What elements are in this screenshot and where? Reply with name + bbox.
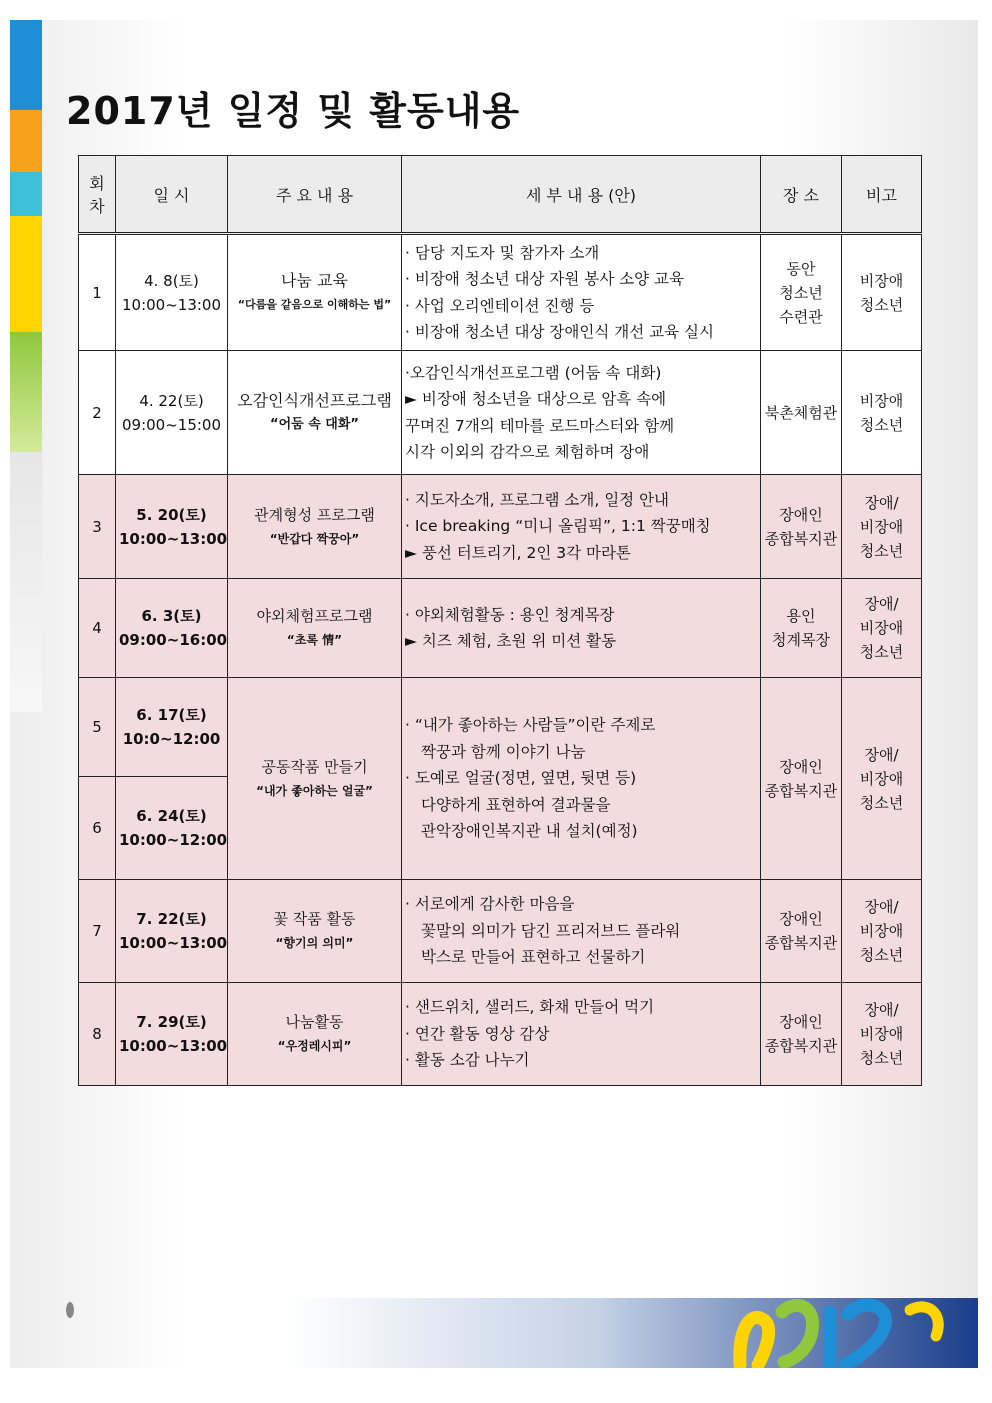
note-line: 장애/ bbox=[864, 595, 899, 613]
detail-cell bbox=[402, 983, 761, 1086]
detail-line: ► 풍선 터트리기, 2인 3각 마라톤 bbox=[405, 543, 631, 562]
side-stripe-blue bbox=[10, 20, 42, 110]
time-text: 10:0~12:00 bbox=[122, 730, 221, 748]
main-title: 공동작품 만들기 bbox=[261, 757, 368, 776]
note-line: 장애/ bbox=[864, 1001, 899, 1019]
note-cell bbox=[842, 351, 922, 475]
place-cell bbox=[761, 579, 842, 678]
place-line: 동안 bbox=[786, 259, 816, 278]
header-main: 주 요 내 용 bbox=[228, 156, 402, 234]
side-stripe-gray bbox=[10, 452, 42, 712]
note-cell bbox=[842, 983, 922, 1086]
place-line: 장애인 bbox=[779, 1013, 823, 1031]
detail-line: · 연간 활동 영상 감상 bbox=[405, 1024, 550, 1043]
header-date: 일 시 bbox=[116, 156, 228, 234]
detail-line: · 샌드위치, 샐러드, 화채 만들어 먹기 bbox=[405, 998, 655, 1017]
main-slogan: “우정레시피” bbox=[277, 1039, 352, 1053]
main-cell bbox=[228, 983, 402, 1086]
date-text: 5. 20(토) bbox=[136, 505, 207, 524]
note-line: 청소년 bbox=[859, 295, 904, 314]
note-line: 비장애 bbox=[859, 517, 904, 536]
note-line: 청소년 bbox=[859, 1049, 904, 1067]
round-cell: 5 bbox=[79, 678, 116, 777]
round-cell: 8 bbox=[79, 983, 116, 1086]
document-page bbox=[10, 20, 978, 1368]
main-cell bbox=[228, 880, 402, 983]
header-round: 회차 bbox=[79, 156, 116, 234]
date-cell bbox=[116, 777, 228, 880]
main-title: 오감인식개선프로그램 bbox=[237, 390, 392, 410]
place-line: 장애인 bbox=[779, 505, 823, 524]
round-cell: 4 bbox=[79, 579, 116, 678]
date-text: 4. 22(토) bbox=[139, 391, 204, 410]
note-line: 비장애 bbox=[859, 922, 904, 940]
note-line: 청소년 bbox=[859, 643, 904, 661]
note-line: 장애/ bbox=[864, 493, 899, 512]
main-slogan: “반갑다 짝꿍아” bbox=[269, 531, 360, 546]
main-cell bbox=[228, 234, 402, 351]
main-slogan: “내가 좋아하는 얼굴” bbox=[256, 783, 373, 798]
note-line: 비장애 bbox=[859, 1025, 904, 1043]
place-line: 종합복지관 bbox=[764, 781, 838, 800]
place-line: 종합복지관 bbox=[764, 529, 838, 548]
place-cell bbox=[761, 983, 842, 1086]
note-line: 비장애 bbox=[859, 619, 904, 637]
date-text: 4. 8(토) bbox=[144, 271, 199, 290]
detail-cell bbox=[402, 880, 761, 983]
table-row bbox=[79, 579, 922, 678]
place-line: 수련관 bbox=[779, 307, 823, 326]
detail-cell bbox=[402, 678, 761, 880]
place-cell bbox=[761, 678, 842, 880]
place-line: 장애인 bbox=[779, 910, 823, 928]
date-cell bbox=[116, 579, 228, 678]
side-stripe-cyan bbox=[10, 172, 42, 216]
detail-cell bbox=[402, 351, 761, 475]
main-title: 꽃 작품 활동 bbox=[273, 910, 356, 928]
header-note: 비고 bbox=[842, 156, 922, 234]
side-stripe-orange bbox=[10, 110, 42, 172]
place-line: 청계목장 bbox=[772, 631, 830, 649]
time-text: 10:00~13:00 bbox=[119, 529, 228, 548]
note-line: 비장애 bbox=[859, 391, 904, 410]
brand-logo-icon bbox=[730, 1290, 970, 1368]
time-text: 10:00~13:00 bbox=[121, 295, 222, 314]
detail-line: · 비장애 청소년 대상 장애인식 개선 교육 실시 bbox=[405, 323, 714, 341]
main-cell bbox=[228, 475, 402, 579]
main-title: 관계형성 프로그램 bbox=[254, 505, 375, 524]
detail-line: ► 비장애 청소년을 대상으로 암흑 속에 bbox=[405, 390, 667, 408]
detail-line: · 도예로 얼굴(정면, 옆면, 뒷면 등) bbox=[405, 769, 637, 788]
place-line: 장애인 bbox=[779, 757, 823, 776]
note-cell bbox=[842, 234, 922, 351]
detail-line: · 비장애 청소년 대상 자원 봉사 소양 교육 bbox=[405, 270, 684, 288]
detail-line: 짝꿍과 함께 이야기 나눔 bbox=[421, 742, 586, 761]
main-slogan: “초록 情” bbox=[286, 633, 343, 647]
main-title: 나눔활동 bbox=[285, 1013, 344, 1031]
time-text: 10:00~13:00 bbox=[119, 1037, 228, 1055]
detail-line: · 서로에게 감사한 마음을 bbox=[405, 895, 575, 914]
round-cell: 2 bbox=[79, 351, 116, 475]
note-line: 장애/ bbox=[864, 745, 899, 764]
detail-line: · 활동 소감 나누기 bbox=[405, 1051, 530, 1070]
side-stripe-green bbox=[10, 332, 42, 452]
detail-cell bbox=[402, 234, 761, 351]
main-cell bbox=[228, 579, 402, 678]
detail-cell bbox=[402, 475, 761, 579]
note-line: 장애/ bbox=[864, 898, 899, 916]
main-slogan: “다름을 같음으로 이해하는 법” bbox=[237, 297, 392, 311]
detail-line: 박스로 만들어 표현하고 선물하기 bbox=[421, 948, 646, 967]
time-text: 10:00~13:00 bbox=[119, 934, 228, 952]
note-line: 청소년 bbox=[859, 415, 904, 434]
note-cell bbox=[842, 678, 922, 880]
round-cell: 6 bbox=[79, 777, 116, 880]
detail-line: · 사업 오리엔테이션 진행 등 bbox=[405, 296, 595, 315]
note-cell bbox=[842, 475, 922, 579]
table-row bbox=[79, 983, 922, 1086]
detail-line: 다양하게 표현하여 결과물을 bbox=[421, 795, 611, 814]
date-text: 7. 29(토) bbox=[136, 1013, 207, 1031]
round-cell: 7 bbox=[79, 880, 116, 983]
date-cell bbox=[116, 475, 228, 579]
table-header-row bbox=[79, 156, 922, 234]
side-stripe-yellow bbox=[10, 216, 42, 332]
detail-line: · Ice breaking “미니 올림픽”, 1:1 짝꿍매칭 bbox=[405, 517, 711, 536]
note-cell bbox=[842, 880, 922, 983]
main-cell bbox=[228, 678, 402, 880]
table-row bbox=[79, 475, 922, 579]
time-text: 09:00~15:00 bbox=[121, 415, 222, 434]
detail-line: · 야외체험활동 : 용인 청계목장 bbox=[405, 605, 615, 624]
place-line: 북촌체험관 bbox=[764, 403, 838, 422]
note-line: 청소년 bbox=[859, 793, 904, 812]
table-row bbox=[79, 678, 922, 777]
place-cell bbox=[761, 351, 842, 475]
detail-line: 관악장애인복지관 내 설치(예정) bbox=[421, 822, 638, 841]
header-detail: 세 부 내 용 (안) bbox=[402, 156, 761, 234]
round-cell: 1 bbox=[79, 234, 116, 351]
date-cell bbox=[116, 983, 228, 1086]
place-cell bbox=[761, 234, 842, 351]
note-line: 청소년 bbox=[859, 946, 904, 964]
main-slogan: “향기의 의미” bbox=[275, 936, 354, 950]
note-line: 청소년 bbox=[859, 541, 904, 560]
place-cell bbox=[761, 880, 842, 983]
date-text: 6. 17(토) bbox=[136, 706, 207, 724]
detail-line: · 담당 지도자 및 참가자 소개 bbox=[405, 243, 600, 262]
main-slogan: “어둠 속 대화” bbox=[270, 416, 359, 432]
schedule-table bbox=[78, 155, 922, 1086]
place-line: 청소년 bbox=[779, 283, 823, 302]
place-line: 종합복지관 bbox=[764, 1037, 838, 1055]
detail-line: 꾸며진 7개의 테마를 로드마스터와 함께 bbox=[405, 416, 675, 435]
date-text: 6. 3(토) bbox=[141, 607, 202, 625]
place-line: 종합복지관 bbox=[764, 934, 838, 952]
note-cell bbox=[842, 579, 922, 678]
time-text: 09:00~16:00 bbox=[119, 631, 228, 649]
header-place: 장 소 bbox=[761, 156, 842, 234]
detail-cell bbox=[402, 579, 761, 678]
date-cell bbox=[116, 351, 228, 475]
main-title: 야외체험프로그램 bbox=[256, 607, 373, 625]
detail-line: 시각 이외의 감각으로 체험하며 장애 bbox=[405, 443, 650, 461]
date-cell bbox=[116, 234, 228, 351]
date-text: 6. 24(토) bbox=[136, 807, 207, 825]
detail-line: · “내가 좋아하는 사람들”이란 주제로 bbox=[405, 716, 656, 735]
page-marker-dot bbox=[66, 1302, 74, 1318]
date-text: 7. 22(토) bbox=[136, 910, 207, 928]
table-row bbox=[79, 234, 922, 351]
main-title: 나눔 교육 bbox=[281, 270, 348, 290]
page-title: 2017년 일정 및 활동내용 bbox=[66, 89, 521, 133]
table-row bbox=[79, 351, 922, 475]
detail-line: 꽃말의 의미가 담긴 프리저브드 플라워 bbox=[421, 921, 681, 940]
date-cell bbox=[116, 678, 228, 777]
place-line: 용인 bbox=[786, 607, 816, 625]
detail-line: ·오감인식개선프로그램 (어둠 속 대화) bbox=[405, 363, 662, 382]
detail-line: ► 치즈 체험, 초원 위 미션 활동 bbox=[405, 632, 617, 650]
date-cell bbox=[116, 880, 228, 983]
note-line: 비장애 bbox=[859, 769, 904, 788]
main-cell bbox=[228, 351, 402, 475]
place-cell bbox=[761, 475, 842, 579]
round-cell: 3 bbox=[79, 475, 116, 579]
note-line: 비장애 bbox=[859, 271, 904, 290]
detail-line: · 지도자소개, 프로그램 소개, 일정 안내 bbox=[405, 490, 670, 509]
table-row bbox=[79, 880, 922, 983]
time-text: 10:00~12:00 bbox=[119, 831, 228, 849]
